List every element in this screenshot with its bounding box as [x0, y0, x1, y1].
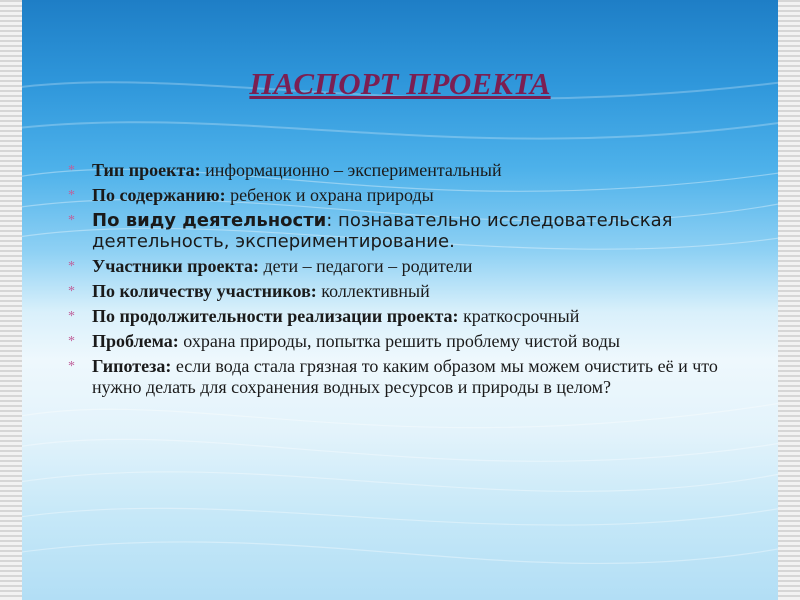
- item-text: краткосрочный: [458, 306, 580, 326]
- item-label: По количеству участников:: [92, 281, 317, 301]
- star-bullet-icon: *: [68, 188, 75, 203]
- item-text: коллективный: [316, 281, 430, 301]
- list-item: [64, 331, 754, 352]
- star-bullet-icon: *: [68, 213, 75, 228]
- item-text: если вода стала грязная то каким образом мы можем очистить её и что нужно делать для сохранения водных ресурсов и природы в целом?: [92, 356, 718, 397]
- list-item: [64, 185, 754, 206]
- star-bullet-icon: *: [68, 359, 75, 374]
- item-text: дети – педагоги – родители: [258, 256, 473, 276]
- list-item: [64, 160, 754, 181]
- slide-title: ПАСПОРТ ПРОЕКТА: [249, 66, 551, 101]
- project-passport-list: [64, 160, 754, 402]
- list-item: [64, 256, 754, 277]
- star-bullet-icon: *: [68, 334, 75, 349]
- list-item: [64, 306, 754, 327]
- item-label: По виду деятельности: [92, 210, 327, 231]
- item-text: охрана природы, попытка решить проблему чистой воды: [178, 331, 620, 351]
- item-label: По содержанию:: [92, 185, 226, 205]
- list-item: [64, 356, 754, 398]
- item-text: ребенок и охрана природы: [225, 185, 434, 205]
- item-text: : познавательно исследовательская деятельность, экспериментирование.: [92, 210, 673, 252]
- list-item: [64, 210, 754, 252]
- item-label: По продолжительности реализации проекта:: [92, 306, 459, 326]
- star-bullet-icon: *: [68, 309, 75, 324]
- item-label: Тип проекта:: [92, 160, 201, 180]
- item-text: информационно – экспериментальный: [200, 160, 502, 180]
- star-bullet-icon: *: [68, 163, 75, 178]
- list-item: [64, 281, 754, 302]
- star-bullet-icon: *: [68, 284, 75, 299]
- item-label: Проблема:: [92, 331, 179, 351]
- star-bullet-icon: *: [68, 259, 75, 274]
- item-label: Участники проекта:: [92, 256, 259, 276]
- item-label: Гипотеза:: [92, 356, 172, 376]
